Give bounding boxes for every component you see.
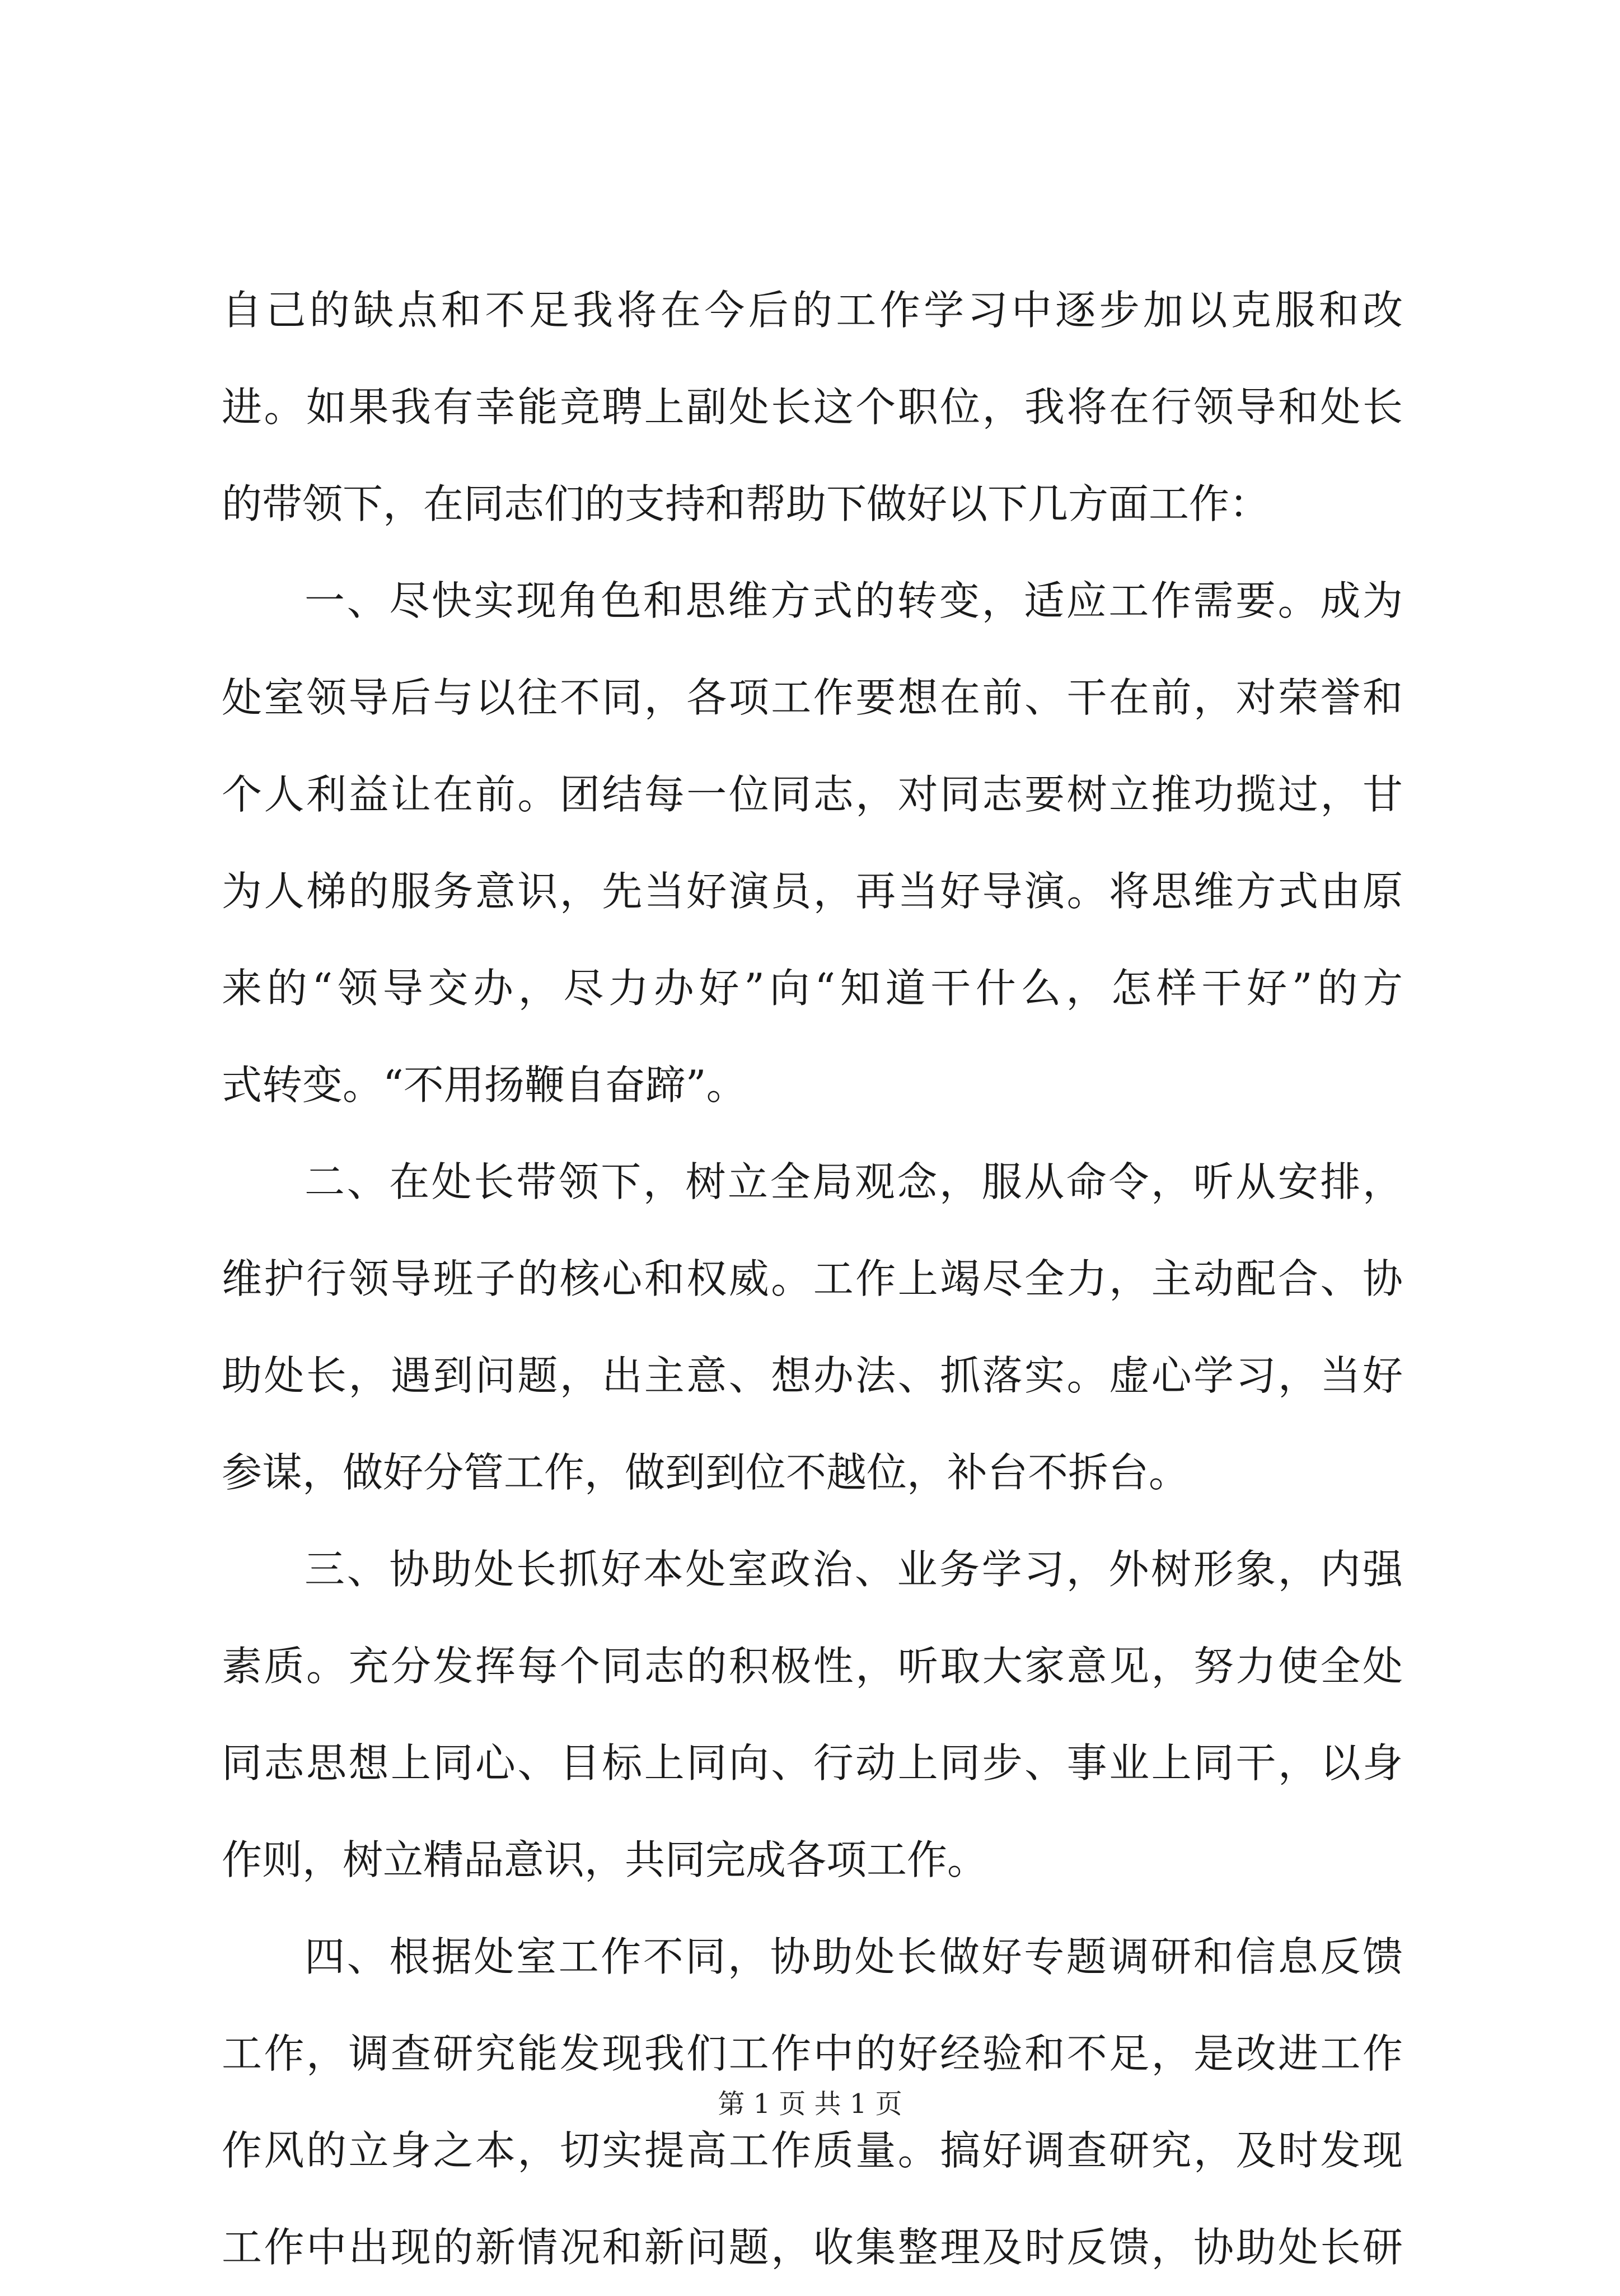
- document-body: [222, 262, 1403, 2296]
- text-line: 自己的缺点和不足我将在今后的工作学习中逐步加以克服和改: [222, 287, 1403, 334]
- text-line: 工作，调查研究能发现我们工作中的好经验和不足，是改进工作: [222, 2030, 1403, 2077]
- text-line: 二、在处长带领下，树立全局观念，服从命令，听从安排，: [305, 1158, 1403, 1205]
- text-line: 工作中出现的新情况和新问题，收集整理及时反馈，协助处长研: [222, 2224, 1403, 2271]
- text-line: 来的“领导交办，尽力办好”向“知道干什么，怎样干好”的方: [222, 965, 1403, 1012]
- text-line: 为人梯的服务意识，先当好演员，再当好导演。将思维方式由原: [222, 868, 1403, 915]
- text-line: 同志思想上同心、目标上同向、行动上同步、事业上同干，以身: [222, 1739, 1403, 1787]
- page-footer: 第 1 页 共 1 页: [718, 2088, 902, 2120]
- text-line: 三、协助处长抓好本处室政治、业务学习，外树形象，内强: [305, 1546, 1403, 1593]
- text-line: 四、根据处室工作不同，协助处长做好专题调研和信息反馈: [305, 1933, 1403, 1980]
- text-line: 作风的立身之本，切实提高工作质量。搞好调查研究，及时发现: [222, 2127, 1403, 2174]
- text-line: 个人利益让在前。团结每一位同志，对同志要树立推功揽过，甘: [222, 771, 1403, 818]
- text-line: 式转变。“不用扬鞭自奋蹄”。: [222, 1062, 747, 1109]
- text-line: 处室领导后与以往不同，各项工作要想在前、干在前，对荣誉和: [222, 674, 1403, 721]
- text-line: 一、尽快实现角色和思维方式的转变，适应工作需要。成为: [305, 577, 1403, 624]
- text-line: 参谋，做好分管工作，做到到位不越位，补台不拆台。: [222, 1449, 1190, 1496]
- text-line: 素质。充分发挥每个同志的积极性，听取大家意见，努力使全处: [222, 1643, 1403, 1690]
- text-line: 助处长，遇到问题，出主意、想办法、抓落实。虚心学习，当好: [222, 1352, 1403, 1399]
- text-line: 作则，树立精品意识，共同完成各项工作。: [222, 1836, 988, 1883]
- text-line: 维护行领导班子的核心和权威。工作上竭尽全力，主动配合、协: [222, 1255, 1403, 1302]
- text-line: 进。如果我有幸能竞聘上副处长这个职位，我将在行领导和处长: [222, 384, 1403, 431]
- text-line: 的带领下，在同志们的支持和帮助下做好以下几方面工作：: [222, 480, 1270, 527]
